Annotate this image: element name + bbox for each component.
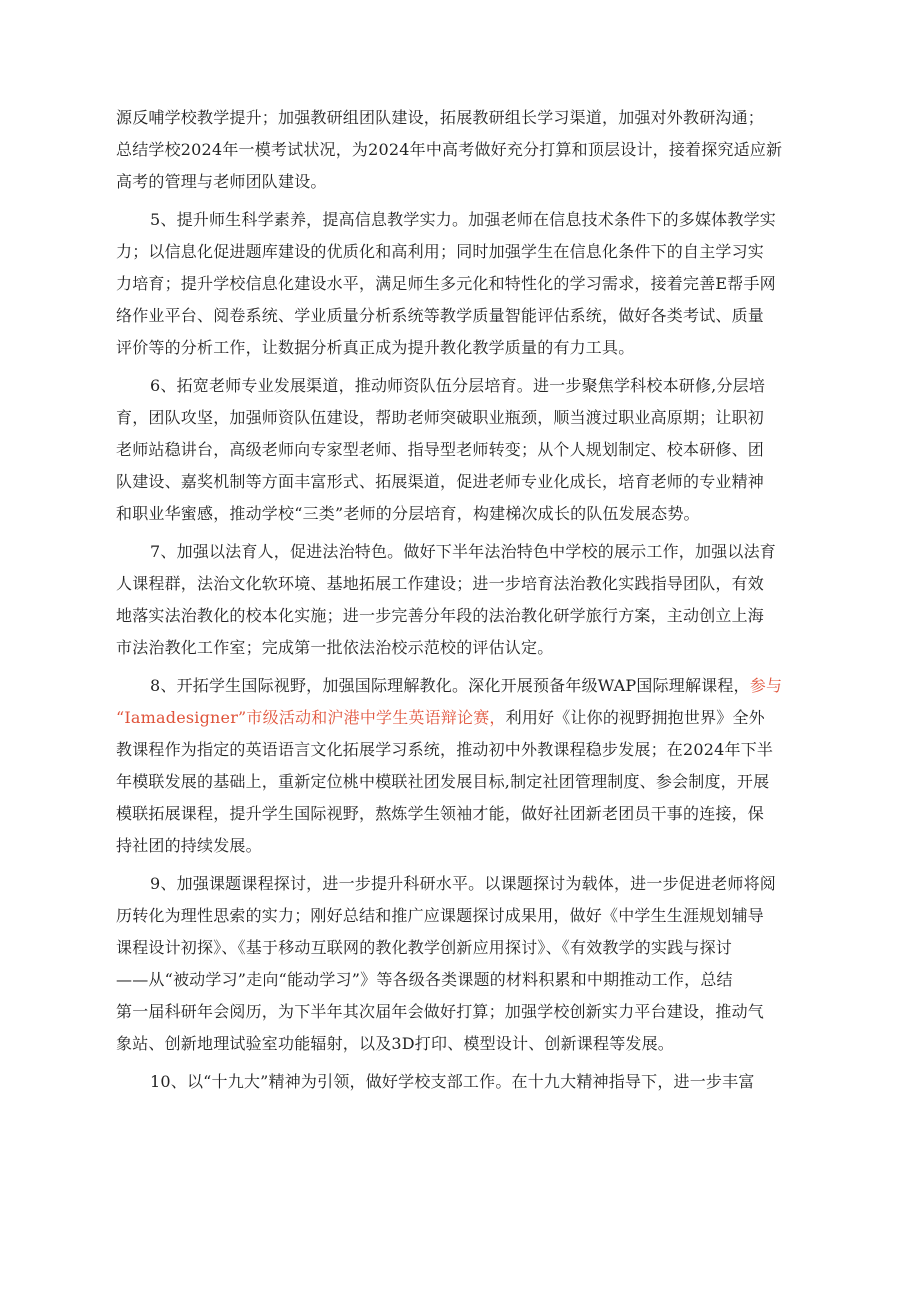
text-line: 育，团队攻坚，加强师资队伍建设，帮助老师突破职业瓶颈，顺当渡过职业高原期；让职初	[116, 408, 765, 427]
text-line: 第一届科研年会阅历，为下半年其次届年会做好打算；加强学校创新实力平台建设，推动气	[116, 1002, 765, 1021]
text-segment: 8、开拓学生国际视野，加强国际理解教化。深化开展预备年级WAP国际理解课程，	[150, 676, 750, 695]
paragraph-item-7	[116, 538, 806, 662]
text-line: 老师站稳讲台，高级老师向专家型老师、指导型老师转变；从个人规划制定、校本研修、团	[116, 440, 765, 459]
paragraph-item-9	[116, 870, 806, 1058]
text-line: 和职业华蜜感，推动学校“三类”老师的分层培育，构建梯次成长的队伍发展态势。	[116, 504, 700, 523]
highlighted-text: “Iamadesigner”市级活动和沪港中学生英语辩论赛，	[116, 708, 506, 727]
text-line: 地落实法治教化的校本化实施；进一步完善分年段的法治教化研学旅行方案，主动创立上海	[116, 606, 765, 625]
paragraph-item-8	[116, 672, 806, 860]
text-line: 队建设、嘉奖机制等方面丰富形式、拓展渠道，促进老师专业化成长，培育老师的专业精神	[116, 472, 765, 491]
text-line: 教课程作为指定的英语语言文化拓展学习系统，推动初中外教课程稳步发展；在2024年下半	[116, 740, 774, 759]
text-line: 课程设计初探》、《基于移动互联网的教化教学创新应用探讨》、《有效教学的实践与探讨	[116, 938, 733, 957]
text-line: 10、以“十九大”精神为引领，做好学校支部工作。在十九大精神指导下，进一步丰富	[150, 1072, 755, 1091]
text-line: 力培育；提升学校信息化建设水平，满足师生多元化和特性化的学习需求，接着完善E帮手网	[116, 274, 776, 293]
text-line: 总结学校2024年一模考试状况，为2024年中高考做好充分打算和顶层设计，接着探究适应新	[116, 140, 783, 159]
highlighted-text: 参与	[749, 676, 783, 695]
text-line: 6、拓宽老师专业发展渠道，推动师资队伍分层培育。进一步聚焦学科校本研修,分层培	[150, 376, 766, 395]
text-line: 年模联发展的基础上，重新定位桃中模联社团发展目标,制定社团管理制度、参会制度，开展	[116, 772, 770, 791]
text-line: 5、提升师生科学素养，提高信息教学实力。加强老师在信息技术条件下的多媒体教学实	[150, 210, 776, 229]
text-line: 持社团的持续发展。	[116, 836, 262, 855]
text-line: 人课程群，法治文化软环境、基地拓展工作建设；进一步培育法治教化实践指导团队，有效	[116, 574, 765, 593]
text-segment: 利用好《让你的视野拥抱世界》全外	[505, 708, 765, 727]
paragraph-item-6	[116, 372, 806, 528]
text-line	[116, 672, 806, 700]
text-line: 市法治教化工作室；完成第一批依法治校示范校的评估认定。	[116, 638, 554, 657]
text-line: 象站、创新地理试验室功能辐射，以及3D打印、模型设计、创新课程等发展。	[116, 1034, 675, 1053]
paragraph-item-10	[116, 1068, 806, 1096]
text-line: 力；以信息化促进题库建设的优质化和高利用；同时加强学生在信息化条件下的自主学习实	[116, 242, 765, 261]
text-line: 9、加强课题课程探讨，进一步提升科研水平。以课题探讨为载体，进一步促进老师将阅	[150, 874, 776, 893]
document-page	[116, 104, 806, 1106]
text-line: 7、加强以法育人，促进法治特色。做好下半年法治特色中学校的展示工作，加强以法育	[150, 542, 776, 561]
text-line: 高考的管理与老师团队建设。	[116, 172, 327, 191]
text-line: 源反哺学校教学提升；加强教研组团队建设，拓展教研组长学习渠道，加强对外教研沟通；	[116, 108, 765, 127]
paragraph-item-5	[116, 206, 806, 362]
text-line: 评价等的分析工作，让数据分析真正成为提升教化教学质量的有力工具。	[116, 338, 635, 357]
text-line: 络作业平台、阅卷系统、学业质量分析系统等教学质量智能评估系统，做好各类考试、质量	[116, 306, 765, 325]
paragraph-continuation	[116, 104, 806, 196]
text-line	[116, 704, 806, 732]
text-line: ——从“被动学习”走向“能动学习”》等各级各类课题的材料积累和中期推动工作，总结	[116, 970, 733, 989]
text-line: 模联拓展课程，提升学生国际视野，熬炼学生领袖才能，做好社团新老团员干事的连接，保	[116, 804, 765, 823]
text-line: 历转化为理性思索的实力；刚好总结和推广应课题探讨成果用，做好《中学生生涯规划辅导	[116, 906, 765, 925]
